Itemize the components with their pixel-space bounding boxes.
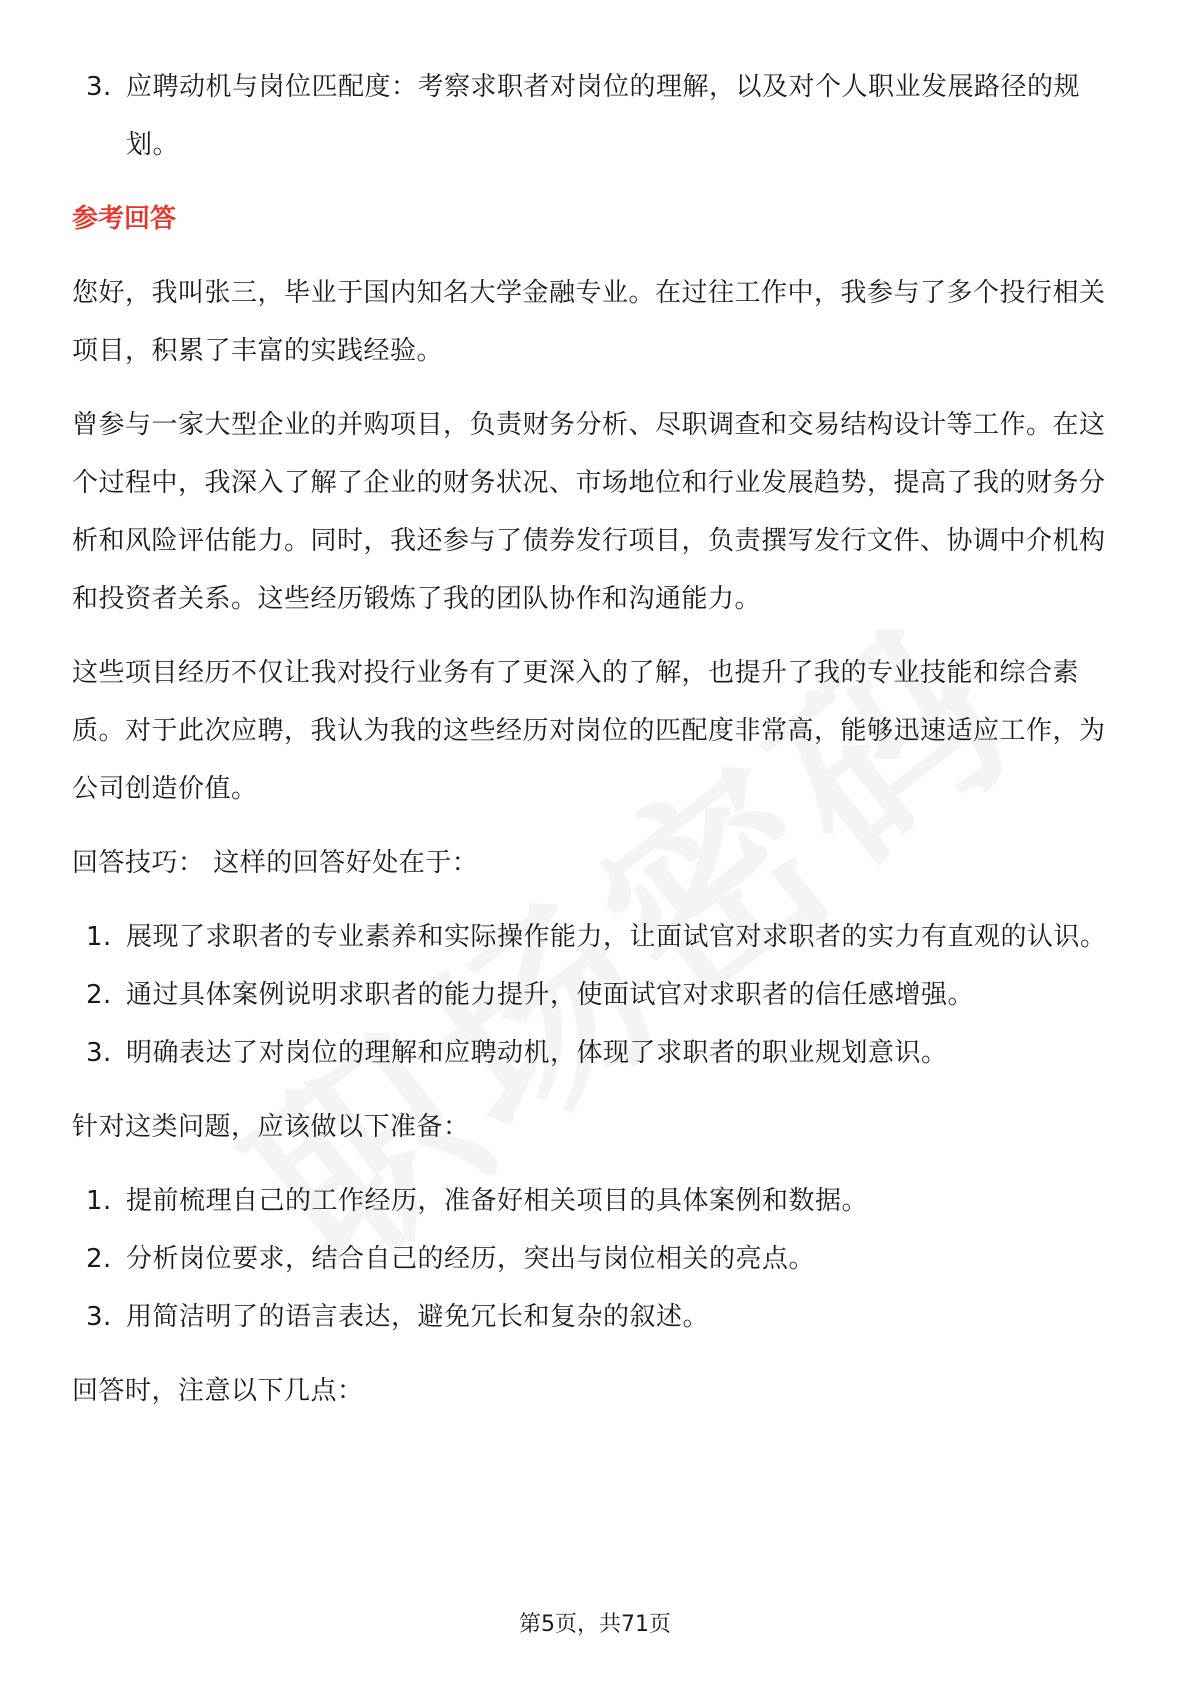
tips-intro: 回答技巧： 这样的回答好处在于：	[72, 848, 479, 878]
list-item-text: 展现了求职者的专业素养和实际操作能力，让面试官对求职者的实力有直观的认识。	[126, 922, 1107, 952]
answer-paragraph-2: 曾参与一家大型企业的并购项目，负责财务分析、尽职调查和交易结构设计等工作。在这个过程中，我深入了解了企业的财务状况、市场地位和行业发展趋势，提高了我的财务分析和风险评估能力。同时，我还参与了债券发行项目，负责撰写发行文件、协调中介机构和投资者关系。这些经历锻炼了我的团队协作和沟通能力。	[72, 410, 1106, 614]
list-item	[72, 1024, 1122, 1082]
list-item-text: 应聘动机与岗位匹配度：考察求职者对岗位的理解，以及对个人职业发展路径的规划。	[126, 72, 1081, 160]
list-item-number: 2.	[86, 980, 112, 1010]
list-item-number: 1.	[86, 1186, 112, 1216]
list-item-number: 3.	[86, 1302, 112, 1332]
reference-answer-heading: 参考回答	[72, 204, 177, 234]
list-item	[72, 1288, 1122, 1346]
answer-paragraph-1: 您好，我叫张三，毕业于国内知名大学金融专业。在过往工作中，我参与了多个投行相关项目，积累了丰富的实践经验。	[72, 278, 1106, 366]
intro-list	[72, 58, 1122, 174]
prep-intro: 针对这类问题，应该做以下准备：	[72, 1112, 470, 1142]
page-footer: 第5页，共71页	[519, 1612, 671, 1637]
list-item-text: 用简洁明了的语言表达，避免冗长和复杂的叙述。	[126, 1302, 710, 1332]
list-item	[72, 908, 1122, 966]
list-item-text: 分析岗位要求，结合自己的经历，突出与岗位相关的亮点。	[126, 1244, 816, 1274]
tips-list	[72, 908, 1122, 1082]
list-item-number: 3.	[86, 72, 112, 102]
list-item	[72, 1172, 1122, 1230]
list-item-text: 提前梳理自己的工作经历，准备好相关项目的具体案例和数据。	[126, 1186, 869, 1216]
list-item	[72, 966, 1122, 1024]
list-item-text: 通过具体案例说明求职者的能力提升，使面试官对求职者的信任感增强。	[126, 980, 975, 1010]
answer-paragraph-3: 这些项目经历不仅让我对投行业务有了更深入的了解，也提升了我的专业技能和综合素质。对于此次应聘，我认为我的这些经历对岗位的匹配度非常高，能够迅速适应工作，为公司创造价值。	[72, 658, 1106, 804]
page-content	[72, 58, 1122, 1436]
list-item	[72, 1230, 1122, 1288]
list-item-text: 明确表达了对岗位的理解和应聘动机，体现了求职者的职业规划意识。	[126, 1038, 948, 1068]
list-item-number: 3.	[86, 1038, 112, 1068]
list-item-number: 1.	[86, 922, 112, 952]
list-item	[72, 58, 1122, 174]
prep-list	[72, 1172, 1122, 1346]
notes-intro: 回答时，注意以下几点：	[72, 1376, 364, 1406]
list-item-number: 2.	[86, 1244, 112, 1274]
